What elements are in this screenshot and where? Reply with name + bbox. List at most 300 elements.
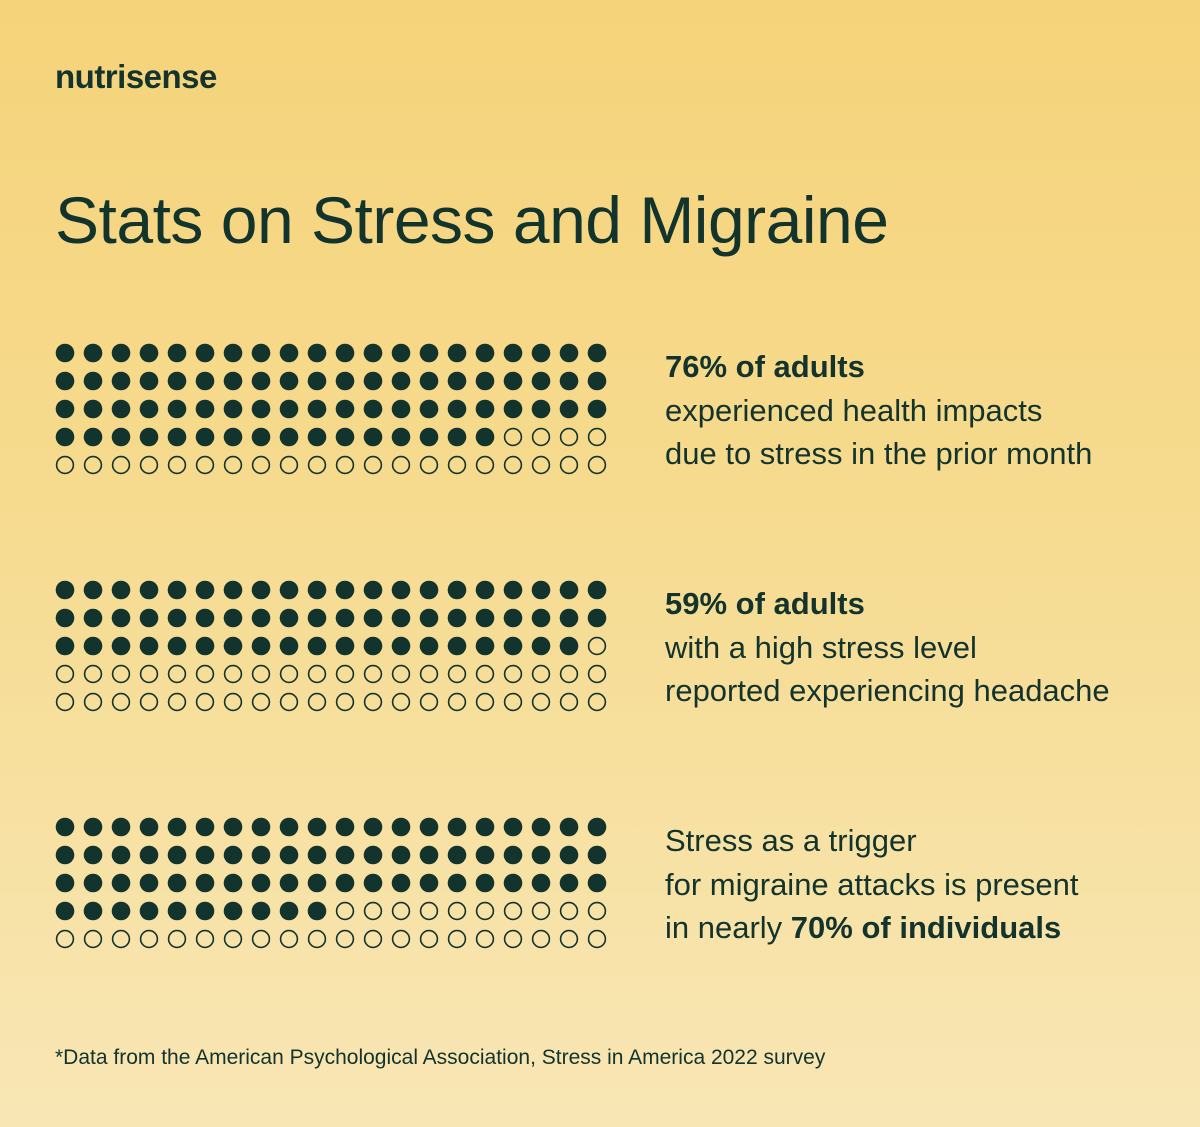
waffle-dot-empty: [589, 903, 606, 920]
waffle-dot-filled: [280, 581, 299, 600]
waffle-dot-empty: [85, 694, 102, 711]
waffle-dot-filled: [336, 818, 355, 837]
waffle-dot-empty: [141, 931, 158, 948]
waffle-dot-filled: [252, 846, 271, 865]
waffle-dot-empty: [505, 666, 522, 683]
waffle-dot-filled: [392, 874, 411, 893]
waffle-dot-empty: [589, 457, 606, 474]
waffle-dot-filled: [56, 344, 75, 363]
waffle-dot-empty: [309, 694, 326, 711]
waffle-dot-empty: [533, 457, 550, 474]
waffle-dot-filled: [224, 400, 243, 419]
waffle-dot-filled: [504, 372, 523, 391]
waffle-dot-empty: [533, 666, 550, 683]
waffle-dot-filled: [308, 372, 327, 391]
waffle-chart-2: [55, 580, 607, 712]
waffle-dot-empty: [589, 429, 606, 446]
waffle-dot-empty: [57, 931, 74, 948]
waffle-dot-filled: [448, 344, 467, 363]
waffle-dot-empty: [589, 666, 606, 683]
waffle-dot-empty: [505, 903, 522, 920]
waffle-dot-filled: [112, 428, 131, 447]
waffle-dot-filled: [532, 344, 551, 363]
waffle-dot-filled: [168, 400, 187, 419]
waffle-dot-empty: [113, 457, 130, 474]
waffle-dot-filled: [336, 344, 355, 363]
waffle-dot-filled: [560, 637, 579, 656]
waffle-dot-filled: [336, 637, 355, 656]
waffle-dot-filled: [252, 637, 271, 656]
waffle-dot-filled: [196, 818, 215, 837]
waffle-dot-filled: [252, 344, 271, 363]
nutrisense-logo: nutrisense: [55, 58, 217, 95]
waffle-dot-filled: [588, 400, 607, 419]
waffle-dot-filled: [476, 428, 495, 447]
waffle-dot-filled: [168, 372, 187, 391]
waffle-dot-filled: [364, 581, 383, 600]
waffle-dot-empty: [113, 931, 130, 948]
waffle-dot-empty: [365, 457, 382, 474]
waffle-dot-filled: [224, 902, 243, 921]
waffle-dot-filled: [112, 344, 131, 363]
waffle-dot-filled: [168, 428, 187, 447]
waffle-dot-empty: [113, 694, 130, 711]
waffle-dot-filled: [532, 609, 551, 628]
waffle-dot-filled: [448, 581, 467, 600]
waffle-dot-filled: [308, 874, 327, 893]
waffle-dot-filled: [476, 609, 495, 628]
waffle-dot-filled: [140, 609, 159, 628]
waffle-dot-filled: [420, 609, 439, 628]
waffle-dot-filled: [588, 372, 607, 391]
waffle-dot-filled: [420, 400, 439, 419]
waffle-dot-filled: [56, 400, 75, 419]
stat-headline-2: 59% of adults: [665, 586, 865, 621]
waffle-dot-empty: [561, 666, 578, 683]
waffle-dot-filled: [308, 400, 327, 419]
waffle-dot-filled: [560, 344, 579, 363]
waffle-dot-filled: [196, 902, 215, 921]
waffle-dot-empty: [253, 666, 270, 683]
waffle-dot-filled: [560, 846, 579, 865]
waffle-dot-filled: [252, 372, 271, 391]
waffle-dot-empty: [505, 931, 522, 948]
waffle-dot-filled: [196, 846, 215, 865]
waffle-dot-filled: [224, 846, 243, 865]
waffle-dot-empty: [225, 694, 242, 711]
waffle-dot-filled: [560, 818, 579, 837]
waffle-dot-filled: [140, 902, 159, 921]
waffle-dot-empty: [337, 666, 354, 683]
waffle-dot-filled: [224, 818, 243, 837]
waffle-dot-filled: [392, 428, 411, 447]
waffle-dot-filled: [336, 372, 355, 391]
waffle-dot-filled: [84, 846, 103, 865]
waffle-dot-filled: [224, 428, 243, 447]
waffle-dot-filled: [196, 344, 215, 363]
waffle-dot-empty: [477, 694, 494, 711]
waffle-dot-filled: [420, 372, 439, 391]
waffle-dot-filled: [112, 400, 131, 419]
waffle-dot-filled: [336, 581, 355, 600]
waffle-dot-filled: [56, 372, 75, 391]
waffle-dot-filled: [588, 344, 607, 363]
waffle-dot-filled: [420, 344, 439, 363]
waffle-dot-filled: [532, 846, 551, 865]
waffle-dot-filled: [504, 581, 523, 600]
stat-line-3c: [665, 906, 1079, 950]
waffle-dot-filled: [56, 874, 75, 893]
waffle-dot-filled: [84, 609, 103, 628]
waffle-dot-filled: [476, 372, 495, 391]
waffle-dot-filled: [196, 400, 215, 419]
waffle-dot-filled: [84, 344, 103, 363]
waffle-dot-filled: [168, 609, 187, 628]
waffle-dot-empty: [169, 931, 186, 948]
waffle-dot-empty: [449, 694, 466, 711]
waffle-dot-filled: [280, 874, 299, 893]
waffle-dot-filled: [448, 846, 467, 865]
waffle-dot-empty: [393, 666, 410, 683]
waffle-dot-empty: [85, 666, 102, 683]
stat-headline-3: 70% of individuals: [790, 910, 1062, 945]
waffle-dot-empty: [449, 666, 466, 683]
stat-line-3c-prefix: in nearly: [665, 910, 791, 945]
waffle-dot-filled: [308, 902, 327, 921]
waffle-dot-empty: [477, 457, 494, 474]
waffle-dot-empty: [477, 903, 494, 920]
waffle-dot-filled: [168, 874, 187, 893]
waffle-dot-empty: [85, 931, 102, 948]
waffle-dot-filled: [280, 846, 299, 865]
waffle-dot-filled: [112, 372, 131, 391]
waffle-dot-empty: [421, 931, 438, 948]
waffle-dot-filled: [140, 581, 159, 600]
waffle-dot-filled: [364, 874, 383, 893]
stat-line-2c: reported experiencing headache: [665, 673, 1110, 708]
waffle-dot-filled: [140, 637, 159, 656]
waffle-dot-filled: [308, 581, 327, 600]
waffle-dot-empty: [225, 931, 242, 948]
waffle-dot-filled: [224, 581, 243, 600]
waffle-dot-filled: [336, 428, 355, 447]
waffle-dot-filled: [224, 372, 243, 391]
stat-description-1: [665, 345, 1092, 476]
waffle-dot-empty: [309, 666, 326, 683]
waffle-dot-empty: [449, 903, 466, 920]
waffle-dot-filled: [504, 344, 523, 363]
waffle-dot-empty: [449, 931, 466, 948]
waffle-dot-empty: [393, 931, 410, 948]
waffle-dot-empty: [421, 457, 438, 474]
waffle-dot-filled: [112, 609, 131, 628]
waffle-dot-filled: [476, 846, 495, 865]
waffle-dot-empty: [337, 457, 354, 474]
waffle-dot-empty: [281, 666, 298, 683]
waffle-dot-empty: [421, 903, 438, 920]
waffle-dot-filled: [504, 400, 523, 419]
waffle-dot-empty: [113, 666, 130, 683]
waffle-dot-filled: [476, 581, 495, 600]
waffle-dot-empty: [365, 903, 382, 920]
waffle-chart-3: [55, 817, 607, 949]
waffle-dot-empty: [253, 457, 270, 474]
waffle-dot-filled: [308, 609, 327, 628]
waffle-dot-filled: [532, 818, 551, 837]
waffle-dot-filled: [140, 874, 159, 893]
waffle-dot-filled: [448, 428, 467, 447]
waffle-dot-filled: [448, 609, 467, 628]
waffle-dot-filled: [84, 874, 103, 893]
waffle-dot-filled: [140, 372, 159, 391]
waffle-dot-filled: [420, 846, 439, 865]
stat-line-1c: due to stress in the prior month: [665, 436, 1093, 471]
waffle-dot-filled: [196, 609, 215, 628]
waffle-dot-filled: [308, 846, 327, 865]
waffle-dot-filled: [112, 581, 131, 600]
waffle-dot-filled: [588, 581, 607, 600]
waffle-dot-empty: [57, 694, 74, 711]
stat-line-1b: experienced health impacts: [665, 392, 1043, 428]
waffle-dot-empty: [197, 457, 214, 474]
waffle-dot-filled: [168, 846, 187, 865]
waffle-dot-filled: [504, 818, 523, 837]
stat-block-2: [55, 580, 1195, 720]
stat-description-3: [665, 819, 1079, 950]
waffle-dot-filled: [476, 818, 495, 837]
waffle-dot-empty: [477, 666, 494, 683]
waffle-dot-filled: [588, 846, 607, 865]
waffle-dot-filled: [140, 400, 159, 419]
waffle-dot-empty: [169, 694, 186, 711]
waffle-dot-filled: [56, 637, 75, 656]
waffle-dot-filled: [448, 400, 467, 419]
waffle-dot-empty: [393, 457, 410, 474]
waffle-dot-filled: [168, 818, 187, 837]
waffle-dot-filled: [420, 874, 439, 893]
stat-line-3a: Stress as a trigger: [665, 823, 917, 858]
waffle-dot-filled: [392, 609, 411, 628]
waffle-dot-empty: [365, 931, 382, 948]
waffle-dot-filled: [308, 637, 327, 656]
waffle-dot-filled: [336, 846, 355, 865]
waffle-dot-filled: [448, 637, 467, 656]
waffle-dot-empty: [561, 931, 578, 948]
waffle-dot-empty: [57, 666, 74, 683]
waffle-dot-empty: [589, 694, 606, 711]
waffle-dot-filled: [476, 344, 495, 363]
waffle-dot-filled: [56, 902, 75, 921]
waffle-dot-filled: [252, 818, 271, 837]
waffle-dot-empty: [197, 694, 214, 711]
waffle-dot-empty: [337, 931, 354, 948]
waffle-dot-filled: [280, 637, 299, 656]
waffle-dot-filled: [196, 874, 215, 893]
waffle-dot-filled: [364, 344, 383, 363]
waffle-dot-empty: [253, 694, 270, 711]
waffle-dot-empty: [141, 694, 158, 711]
waffle-dot-filled: [364, 609, 383, 628]
waffle-dot-filled: [588, 609, 607, 628]
waffle-dot-filled: [84, 818, 103, 837]
stat-block-3: [55, 817, 1195, 957]
waffle-dot-empty: [197, 666, 214, 683]
waffle-dot-filled: [364, 372, 383, 391]
waffle-dot-empty: [281, 457, 298, 474]
waffle-dot-filled: [392, 846, 411, 865]
waffle-dot-filled: [280, 372, 299, 391]
waffle-dot-filled: [84, 372, 103, 391]
waffle-dot-empty: [561, 429, 578, 446]
waffle-dot-filled: [112, 637, 131, 656]
waffle-dot-empty: [141, 666, 158, 683]
waffle-dot-filled: [364, 637, 383, 656]
waffle-dot-filled: [308, 818, 327, 837]
waffle-dot-filled: [56, 818, 75, 837]
waffle-dot-filled: [280, 818, 299, 837]
waffle-dot-filled: [476, 874, 495, 893]
waffle-dot-empty: [589, 638, 606, 655]
waffle-dot-filled: [420, 581, 439, 600]
page-title: Stats on Stress and Migraine: [55, 183, 889, 257]
waffle-dot-empty: [337, 903, 354, 920]
waffle-dot-filled: [476, 637, 495, 656]
waffle-dot-filled: [588, 874, 607, 893]
waffle-dot-filled: [364, 818, 383, 837]
waffle-dot-filled: [112, 818, 131, 837]
waffle-dot-filled: [560, 874, 579, 893]
waffle-dot-empty: [197, 931, 214, 948]
waffle-dot-empty: [281, 694, 298, 711]
waffle-dot-empty: [449, 457, 466, 474]
waffle-dot-filled: [280, 428, 299, 447]
waffle-dot-filled: [196, 372, 215, 391]
waffle-dot-filled: [560, 581, 579, 600]
source-footnote: *Data from the American Psychological Association, Stress in America 2022 survey: [55, 1046, 826, 1069]
waffle-dot-empty: [225, 666, 242, 683]
waffle-dot-filled: [420, 637, 439, 656]
waffle-dot-filled: [252, 581, 271, 600]
waffle-dot-empty: [225, 457, 242, 474]
waffle-dot-filled: [532, 581, 551, 600]
waffle-dot-filled: [504, 637, 523, 656]
waffle-dot-filled: [168, 902, 187, 921]
waffle-dot-filled: [448, 372, 467, 391]
waffle-dot-empty: [253, 931, 270, 948]
waffle-dot-empty: [281, 931, 298, 948]
waffle-dot-empty: [85, 457, 102, 474]
waffle-dot-filled: [56, 609, 75, 628]
waffle-dot-empty: [533, 903, 550, 920]
waffle-dot-filled: [392, 344, 411, 363]
waffle-dot-empty: [589, 931, 606, 948]
waffle-dot-filled: [84, 902, 103, 921]
waffle-dot-filled: [532, 372, 551, 391]
waffle-dot-empty: [393, 694, 410, 711]
waffle-dot-filled: [532, 637, 551, 656]
waffle-chart-1: [55, 343, 607, 475]
waffle-dot-filled: [420, 818, 439, 837]
waffle-dot-filled: [532, 874, 551, 893]
waffle-dot-filled: [308, 344, 327, 363]
waffle-dot-filled: [504, 846, 523, 865]
waffle-dot-filled: [196, 428, 215, 447]
waffle-dot-filled: [140, 344, 159, 363]
waffle-dot-filled: [168, 581, 187, 600]
waffle-dot-empty: [365, 694, 382, 711]
waffle-dot-filled: [336, 874, 355, 893]
waffle-dot-filled: [224, 637, 243, 656]
waffle-dot-filled: [84, 581, 103, 600]
waffle-dot-filled: [364, 428, 383, 447]
stat-headline-1: 76% of adults: [665, 349, 865, 384]
waffle-dot-filled: [140, 818, 159, 837]
stat-block-1: [55, 343, 1195, 483]
waffle-dot-filled: [84, 400, 103, 419]
waffle-dot-filled: [112, 902, 131, 921]
waffle-dot-empty: [533, 931, 550, 948]
stat-line-3b: for migraine attacks is present: [665, 866, 1079, 902]
waffle-dot-filled: [196, 581, 215, 600]
stat-line-2b: with a high stress level: [665, 629, 977, 665]
waffle-dot-filled: [196, 637, 215, 656]
waffle-dot-filled: [280, 902, 299, 921]
waffle-dot-filled: [392, 818, 411, 837]
waffle-dot-empty: [421, 666, 438, 683]
waffle-dot-filled: [252, 400, 271, 419]
waffle-dot-filled: [252, 428, 271, 447]
waffle-dot-empty: [169, 666, 186, 683]
waffle-dot-empty: [561, 903, 578, 920]
waffle-dot-empty: [477, 931, 494, 948]
waffle-dot-empty: [533, 694, 550, 711]
waffle-dot-filled: [448, 818, 467, 837]
waffle-dot-filled: [140, 428, 159, 447]
waffle-dot-empty: [169, 457, 186, 474]
waffle-dot-empty: [141, 457, 158, 474]
waffle-dot-filled: [140, 846, 159, 865]
waffle-dot-filled: [336, 609, 355, 628]
waffle-dot-empty: [393, 903, 410, 920]
waffle-dot-filled: [560, 400, 579, 419]
waffle-dot-empty: [309, 457, 326, 474]
waffle-dot-filled: [168, 344, 187, 363]
waffle-dot-filled: [392, 637, 411, 656]
waffle-dot-filled: [364, 846, 383, 865]
waffle-dot-filled: [532, 400, 551, 419]
waffle-dot-empty: [533, 429, 550, 446]
waffle-dot-filled: [504, 609, 523, 628]
waffle-dot-filled: [280, 400, 299, 419]
waffle-dot-empty: [309, 931, 326, 948]
waffle-dot-filled: [56, 428, 75, 447]
waffle-dot-filled: [392, 400, 411, 419]
waffle-dot-filled: [392, 581, 411, 600]
waffle-dot-filled: [504, 874, 523, 893]
waffle-dot-filled: [56, 581, 75, 600]
stat-description-2: [665, 582, 1110, 713]
waffle-dot-filled: [224, 874, 243, 893]
waffle-dot-filled: [364, 400, 383, 419]
waffle-dot-filled: [84, 428, 103, 447]
waffle-dot-filled: [420, 428, 439, 447]
waffle-dot-filled: [84, 637, 103, 656]
waffle-dot-filled: [252, 874, 271, 893]
waffle-dot-filled: [280, 609, 299, 628]
waffle-dot-empty: [365, 666, 382, 683]
waffle-dot-filled: [560, 609, 579, 628]
waffle-dot-filled: [280, 344, 299, 363]
